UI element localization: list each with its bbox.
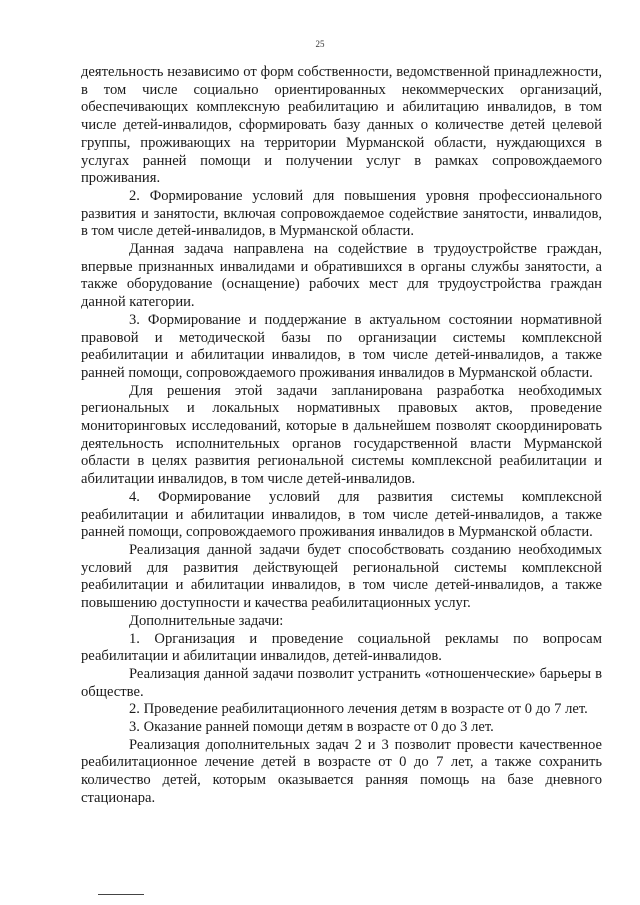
paragraph: 2. Проведение реабилитационного лечения детям в возрасте от 0 до 7 лет. (129, 701, 588, 718)
page-number: 25 (315, 39, 325, 49)
document-body (81, 64, 602, 808)
paragraph: 4. Формирование условий для развития системы комплексной реабилитации и абилитации инвалидов, в том числе детей-инвалидов, а также ранней помощи, сопровождаемого проживания инвалидов в Мурманской области. (81, 488, 602, 541)
paragraph: Данная задача направлена на содействие в трудоустройстве граждан, впервые признанных инвалидами и обратившихся в органы службы занятости, а также оборудование (оснащение) рабочих мест для трудоустройства граждан данной категории. (81, 241, 602, 311)
paragraph: Для решения этой задачи запланирована разработка необходимых региональных и локальных нормативных правовых актов, проведение мониторинговых исследований, которые в дальнейшем позволят скоординировать деятельность исполнительных органов государственной власти Мурманской области в целях развития региональной системы комплексной реабилитации и абилитации инвалидов, в том числе детей-инвалидов. (81, 382, 602, 488)
paragraph: 1. Организация и проведение социальной рекламы по вопросам реабилитации и абилитации инвалидов, детей-инвалидов. (81, 630, 602, 665)
paragraph: деятельность независимо от форм собственности, ведомственной принадлежности, в том числе социально ориентированных некоммерческих организаций, обеспечивающих комплексную реабилитацию и абилитацию инвалидов, в том числе детей-инвалидов, сформировать базу данных о количестве детей целевой группы, проживающих на территории Мурманской области, нуждающихся в услугах ранней помощи и получении услуг в рамках сопровождаемого проживания. (81, 64, 602, 187)
paragraph: Реализация дополнительных задач 2 и 3 позволит провести качественное реабилитационное лечение детей в возрасте от 0 до 7 лет, а также сохранить количество детей, которым оказывается ранняя помощь на базе дневного стационара. (81, 736, 602, 806)
footer-rule (98, 894, 144, 895)
paragraph: Реализация данной задачи будет способствовать созданию необходимых условий для развития действующей региональной системы комплексной реабилитации и абилитации инвалидов, в том числе детей-инвалидов, а также повышению доступности и качества реабилитационных услуг. (81, 541, 602, 612)
paragraph: Дополнительные задачи: (129, 612, 284, 629)
paragraph: 3. Оказание ранней помощи детям в возрасте от 0 до 3 лет. (129, 719, 494, 736)
paragraph: 2. Формирование условий для повышения уровня профессионального развития и занятости, включая сопровождаемое содействие занятости, инвалидов, в том числе детей-инвалидов, в Мурманской области. (81, 187, 602, 240)
paragraph: 3. Формирование и поддержание в актуальном состоянии нормативной правовой и методической базы по организации системы комплексной реабилитации и абилитации инвалидов, в том числе детей-инвалидов, а также ранней помощи, сопровождаемого проживания инвалидов в Мурманской области. (81, 311, 602, 381)
paragraph: Реализация данной задачи позволит устранить «отношенческие» барьеры в обществе. (81, 665, 602, 700)
